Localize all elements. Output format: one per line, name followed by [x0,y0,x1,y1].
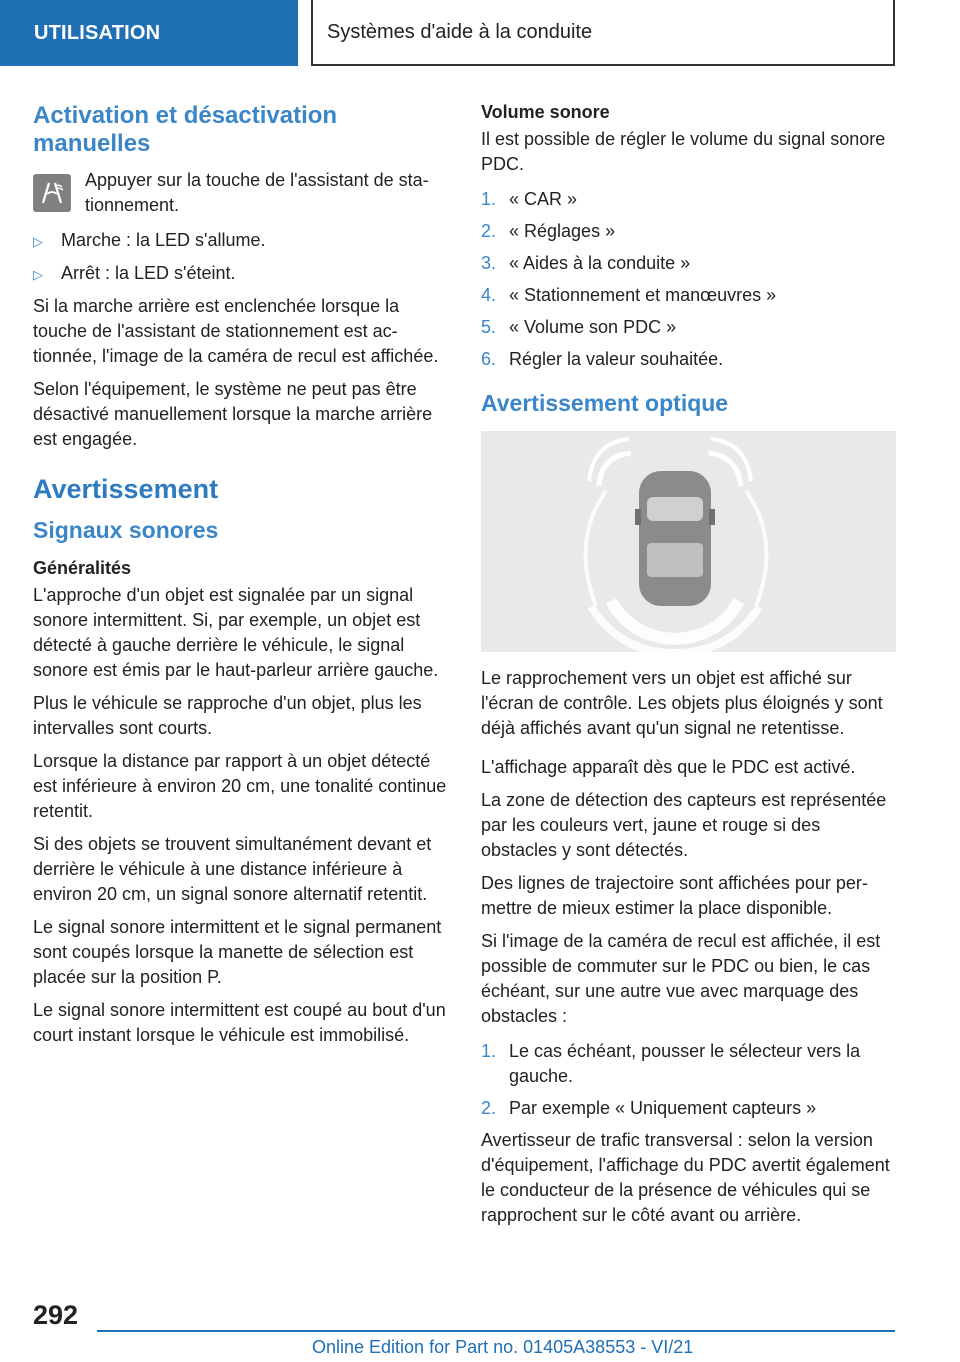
paragraph: L'approche d'un objet est signalée par un signal sonore intermittent. Si, par exemple, un objet est détecté à gauche derrière le véhicule, le signal sonore est émis par le haut-parleur arrière gauche. [33,585,439,680]
paragraph: Si l'image de la caméra de recul est affichée, il est possible de commuter sur le PDC ou bien, le cas échéant, sur une autre vue avec marquage des obstacles : [481,931,881,1026]
list-item: 1. Le cas échéant, pousser le sélecteur vers la gauche. [481,1041,861,1086]
list-item: 4. « Stationnement et manœuvres » [481,285,777,305]
paragraph: La zone de détection des capteurs est représentée par les couleurs vert, jaune et rouge si des obstacles y sont détectés. [481,790,887,860]
edition-footer: Online Edition for Part no. 01405A38553 - VI/21 [312,1337,694,1357]
section-tab [0,0,298,66]
led-status-list [33,228,448,287]
page-number: 292 [33,1300,79,1330]
triangle-bullet-icon: ▷ [33,267,43,282]
paragraph: Le rapprochement vers un objet est affiché sur l'écran de contrôle. Les objets plus éloignés y sont déjà affichés avant qu'un signal ne retentisse. [481,668,883,738]
list-item: ▷ Marche : la LED s'allume. [33,228,448,254]
volume-heading: Volume sonore [481,102,610,122]
paragraph: Avertisseur de trafic transversal : selon la version d'équipement, l'affichage du PDC avertit également le conducteur de la présence de véhicules qui se rapprochent sur le côté avant ou arrière. [481,1130,890,1225]
car-sensor-diagram [481,431,896,652]
paragraph: Plus le véhicule se rapproche d'un objet, plus les intervalles sont courts. [33,693,422,738]
press-text: Appuyer sur la touche de l'assistant de stationnement. [85,170,429,215]
list-item: 5. « Volume son PDC » [481,317,677,337]
triangle-bullet-icon: ▷ [33,234,43,249]
list-item: 3. « Aides à la conduite » [481,253,691,273]
parking-assistant-button-icon [33,174,71,212]
list-item: ▷ Arrêt : la LED s'éteint. [33,261,448,287]
signals-heading: Signaux sonores [33,517,219,543]
paragraph: Le signal sonore intermittent est coupé au bout d'un court instant lorsque le véhicule est immobilisé. [33,1000,446,1045]
right-column [481,102,896,1236]
left-column [33,102,448,1056]
activation-heading: Activation et désactivation manuelles [33,102,338,157]
general-heading: Généralités [33,558,132,578]
paragraph: Selon l'équipement, le système ne peut pas être désactivé manuellement lorsque la marche arrière est engagée. [33,379,433,449]
press-instruction [33,168,448,218]
list-item: 1. « CAR » [481,189,578,209]
pdc-illustration [481,431,896,652]
list-item: 6. Régler la valeur souhaitée. [481,349,724,369]
volume-steps [481,187,896,372]
optic-heading: Avertissement optique [481,390,729,416]
chapter-header [311,0,895,66]
camera-steps [481,1039,896,1121]
paragraph: Si des objets se trouvent simultanément devant et derrière le véhicule à une distance inférieure à environ 20 cm, un signal sonore alternatif retentit. [33,834,432,904]
footer-divider [97,1330,895,1332]
paragraph: Lorsque la distance par rapport à un objet détecté est inférieure à environ 20 cm, une tonalité continue retentit. [33,751,447,821]
list-item: 2. Par exemple « Uniquement capteurs » [481,1098,817,1118]
chapter-title: Systèmes d'aide à la conduite [327,20,593,43]
paragraph: Il est possible de régler le volume du signal sonore PDC. [481,129,886,174]
warning-heading: Avertissement [33,474,219,504]
section-title: UTILISATION [34,21,161,44]
paragraph: L'affichage apparaît dès que le PDC est activé. [481,757,856,777]
paragraph: Le signal sonore intermittent et le signal permanent sont coupés lorsque la manette de sélection est placée sur la position P. [33,917,442,987]
list-item: 2. « Réglages » [481,221,616,241]
paragraph: Si la marche arrière est enclenchée lorsque la touche de l'assistant de stationnement est actionnée, l'image de la caméra de recul est affichée. [33,296,439,366]
paragraph: Des lignes de trajectoire sont affichées pour permettre de mieux estimer la place disponible. [481,873,868,918]
